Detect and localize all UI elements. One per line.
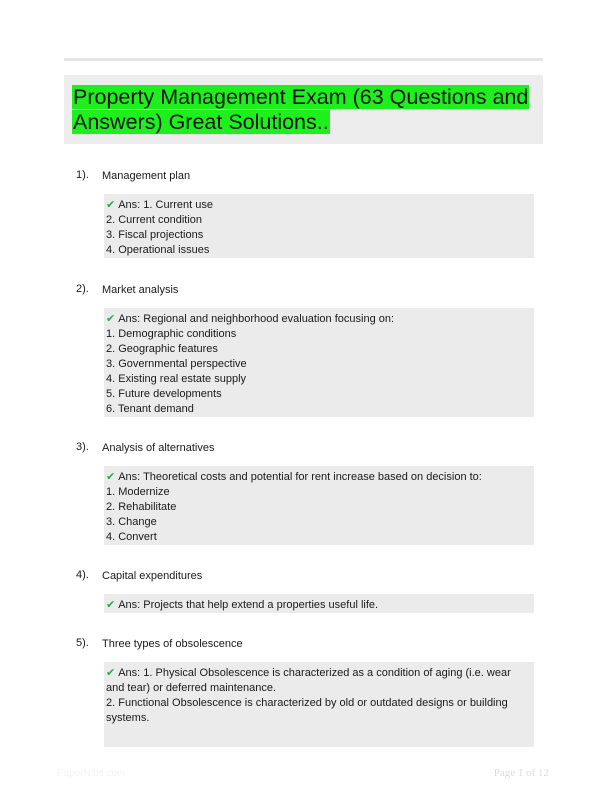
answer-line: ✔ Ans: 1. Current use <box>106 198 213 211</box>
question-number: 3). <box>76 441 89 453</box>
answer-line: ✔ Ans: Regional and neighborhood evaluation focusing on: <box>106 312 395 325</box>
question-text: Three types of obsolescence <box>102 638 243 650</box>
page-number: Page 1 of 12 <box>493 767 549 779</box>
answer-line: ✔ Ans: Theoretical costs and potential for rent increase based on decision to: <box>106 470 482 483</box>
question-text: Management plan <box>102 170 191 182</box>
answer-line: 4. Convert <box>106 531 157 543</box>
header-divider <box>64 58 543 61</box>
question-text: Analysis of alternatives <box>102 442 215 454</box>
answer-box <box>104 308 534 417</box>
answer-line: 4. Existing real estate supply <box>106 373 247 385</box>
document-title: Property Management Exam (63 Questions and Answers) Great Solutions.. <box>73 85 529 134</box>
answer-box <box>104 662 534 747</box>
question-number: 5). <box>76 637 89 649</box>
answer-box <box>104 194 534 258</box>
question-text: Market analysis <box>102 284 179 296</box>
question-number: 4). <box>76 569 89 581</box>
answer-line: 6. Tenant demand <box>106 403 194 415</box>
answer-box <box>104 466 534 545</box>
answer-line: 5. Future developments <box>106 388 222 400</box>
answer-line: 2. Current condition <box>106 214 202 226</box>
check-icon: ✔ <box>106 666 116 679</box>
question-text: Capital expenditures <box>102 570 203 582</box>
answer-line: ✔ Ans: 1. Physical Obsolescence is characterized as a condition of aging (i.e. wear and tear) or deferred maintenance. <box>106 666 511 694</box>
answer-line: 2. Rehabilitate <box>106 501 177 513</box>
answer-line: 3. Fiscal projections <box>106 229 204 241</box>
answer-line: 3. Governmental perspective <box>106 358 247 370</box>
check-icon: ✔ <box>106 470 116 483</box>
question-number: 1). <box>76 169 89 181</box>
answer-line: 1. Modernize <box>106 486 170 498</box>
answer-line: 1. Demographic conditions <box>106 328 237 340</box>
check-icon: ✔ <box>106 598 116 611</box>
answer-line: ✔ Ans: Projects that help extend a properties useful life. <box>106 598 379 611</box>
answer-line: 2. Functional Obsolescence is characterized by old or outdated designs or building systems. <box>106 697 508 724</box>
answer-line: 2. Geographic features <box>106 343 218 355</box>
footer-watermark: PaperNibs.com <box>57 768 126 779</box>
check-icon: ✔ <box>106 198 116 211</box>
answer-line: 4. Operational issues <box>106 244 210 256</box>
question-number: 2). <box>76 283 89 295</box>
answer-line: 3. Change <box>106 516 157 528</box>
check-icon: ✔ <box>106 312 116 325</box>
title-banner <box>64 75 543 144</box>
answer-box <box>104 594 534 613</box>
